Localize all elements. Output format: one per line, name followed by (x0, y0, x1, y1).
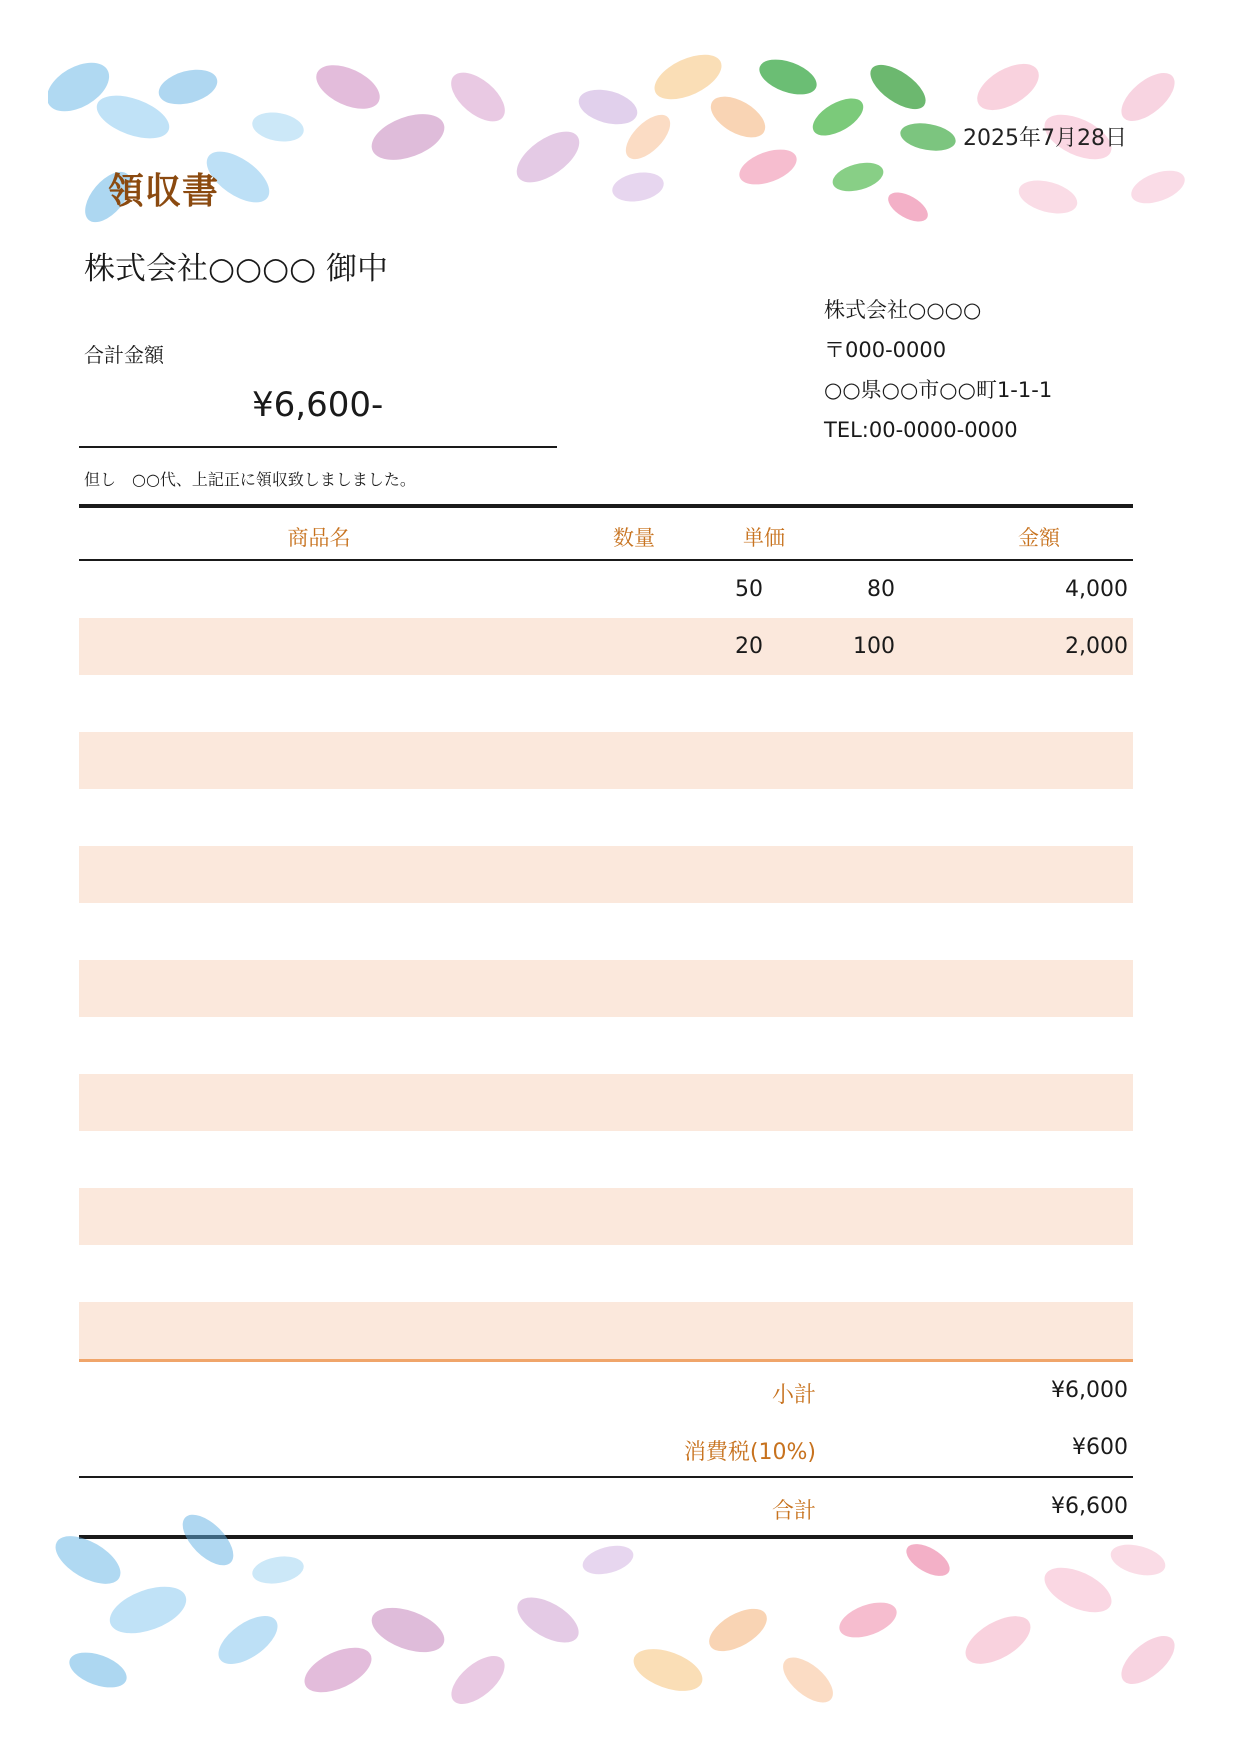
table-row (79, 903, 1133, 960)
customer-name: 株式会社○○○○ 御中 (84, 251, 389, 287)
items-table (79, 504, 1133, 1539)
header-product-name: 商品名 (287, 526, 351, 550)
total-amount-label: 合計金額 (84, 343, 164, 367)
cell-unit-price: 100 (853, 634, 895, 659)
leaf-cluster-pink-icon (835, 1538, 1183, 1693)
table-header (79, 508, 1133, 559)
issuer-address: ○○県○○市○○町1-1-1 (824, 378, 1053, 402)
cell-amount: 4,000 (1065, 577, 1128, 602)
table-row (79, 675, 1133, 732)
table-row (79, 1017, 1133, 1074)
tax-label: 消費税(10%) (683, 1440, 816, 1465)
table-row (79, 618, 1133, 675)
header-amount: 金額 (1018, 526, 1060, 550)
leaf-decoration-bottom (48, 1500, 1196, 1710)
cell-quantity: 20 (735, 634, 763, 659)
leaf-cluster-orange-icon (618, 47, 772, 167)
issuer-postal: 〒000-0000 (824, 338, 947, 362)
issuer-block (824, 296, 1052, 456)
leaf-cluster-purple-icon (310, 56, 666, 205)
cell-amount: 2,000 (1065, 634, 1128, 659)
cell-quantity: 50 (735, 577, 763, 602)
table-body (79, 561, 1133, 1359)
leaf-cluster-orange-icon (628, 1600, 841, 1710)
leaf-cluster-purple-icon (298, 1541, 637, 1710)
table-row (79, 960, 1133, 1017)
leaf-cluster-blue-icon (48, 1506, 306, 1694)
table-row (79, 1188, 1133, 1245)
subtotal-value: ¥6,000 (1051, 1378, 1128, 1403)
table-row (79, 1302, 1133, 1359)
table-row (79, 789, 1133, 846)
table-row (79, 561, 1133, 618)
tax-row (79, 1419, 1133, 1476)
total-amount-value: ¥6,600- (252, 385, 384, 425)
table-row (79, 1074, 1133, 1131)
grand-total-label: 合計 (771, 1499, 816, 1524)
table-row (79, 732, 1133, 789)
tax-value: ¥600 (1072, 1435, 1128, 1460)
issue-date: 2025年7月28日 (963, 126, 1127, 151)
cell-unit-price: 80 (867, 577, 895, 602)
table-row (79, 846, 1133, 903)
issuer-tel: TEL:00-0000-0000 (824, 418, 1018, 442)
table-row (79, 1245, 1133, 1302)
grand-total-value: ¥6,600 (1051, 1494, 1128, 1519)
header-unit-price: 単価 (743, 526, 785, 550)
document-title: 領収書 (108, 171, 220, 212)
total-amount-underline (79, 446, 557, 448)
header-quantity: 数量 (613, 526, 655, 550)
issuer-company: 株式会社○○○○ (824, 298, 982, 322)
subtotal-row (79, 1362, 1133, 1419)
subtotal-label: 小計 (771, 1383, 816, 1408)
table-row (79, 1131, 1133, 1188)
receipt-note: 但し ○○代、上記正に領収致しましました。 (84, 470, 416, 489)
